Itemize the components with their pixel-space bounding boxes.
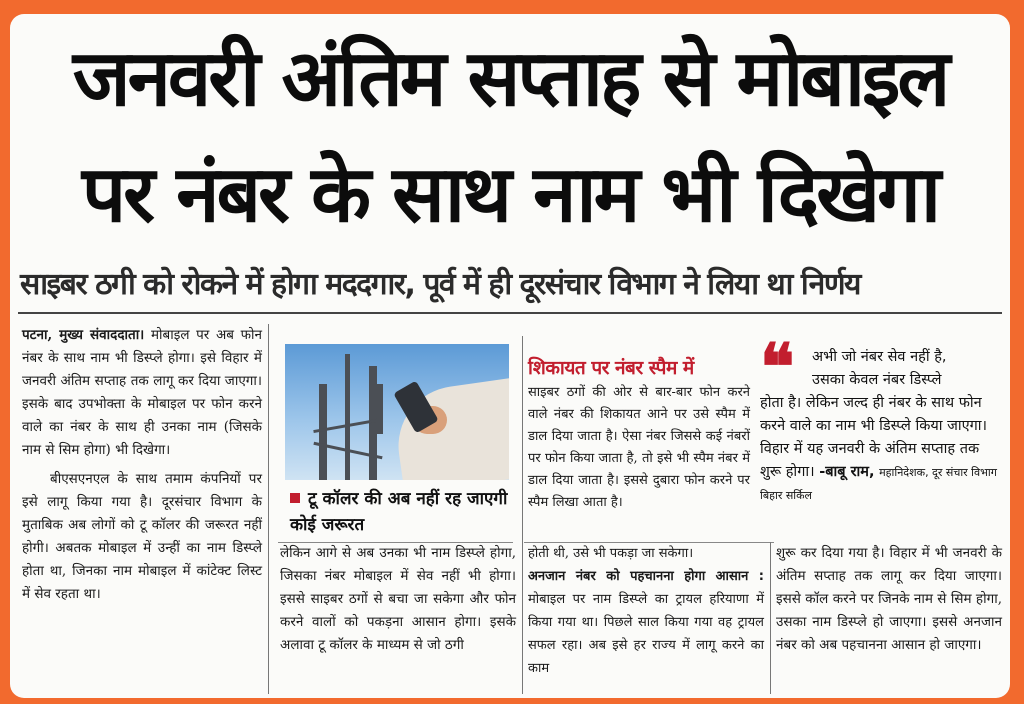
- mobile-tower-photo: [285, 344, 509, 480]
- column-divider: [268, 324, 269, 694]
- photo-caption: टू कॉलर की अब नहीं रह जाएगी कोई जरूरत: [290, 489, 508, 535]
- paragraph-4: होती थी, उसे भी पकड़ा जा सकेगा।: [528, 546, 694, 561]
- newspaper-clipping: [10, 14, 1010, 698]
- subheadline: साइबर ठगी को रोकने में होगा मददगार, पूर्व में ही दूरसंचार विभाग ने लिया था निर्णय: [20, 267, 860, 302]
- paragraph-6: शुरू कर दिया गया है। विहार में भी जनवरी के अंतिम सप्ताह तक लागू कर दिया जाएगा। इससे कॉल करने पर जिनके नाम से सिम होगा, उसका नाम डिस्प्ले हो जाएगा। इससे अनजान नंबर को अब पहचानना आसान हो जाएगा।: [776, 545, 1002, 653]
- paragraph-2: बीएसएनएल के साथ तमाम कंपनियों पर इसे लागू किया गया है। दूरसंचार विभाग के मुताबिक अब लोगों को टू कॉलर की जरूरत नहीं होगी। अबतक मोबाइल में उन्हीं का नाम डिस्प्ले होता था, जिनका नाम मोबाइल में कांटेक्ट लिस्ट में सेव रहता था।: [22, 471, 262, 602]
- article-column-1: [22, 324, 262, 606]
- headline-line-2: पर नंबर के साथ नाम भी दिखेगा: [81, 150, 939, 240]
- headline-line-1: जनवरी अंतिम सप्ताह से मोबाइल: [72, 34, 948, 124]
- quote-mark-icon: ❝: [760, 330, 795, 405]
- paragraph-1: मोबाइल पर अब फोन नंबर के साथ नाम भी डिस्प्ले होगा। इसे विहार में जनवरी अंतिम सप्ताह तक लागू कर दिया जाएगा। इसके बाद उपभोक्ता के मोबाइल पर फोन करने वाले का नंबर के साथ ही उनका नाम (जिसके नाम से सिम होगा) भी दिखेगा।: [22, 327, 263, 458]
- dateline: पटना, मुख्य संवाददाता।: [22, 327, 145, 343]
- subheadline-rule: [18, 312, 1002, 314]
- quote-signature: -बाबू राम,: [819, 464, 875, 480]
- article-column-2: [280, 542, 516, 657]
- article-column-4: [776, 542, 1002, 657]
- red-square-icon: [290, 493, 300, 503]
- paragraph-3: लेकिन आगे से अब उनका भी नाम डिस्प्ले होगा, जिसका नंबर मोबाइल में सेव नहीं भी होगा। इससे साइबर ठगों से बचा जा सकेगा और फोन करने वालों को पकड़ना आसान होगा। इसके अलावा टू कॉलर के माध्यम से जो ठगी: [280, 545, 516, 653]
- section-subheading: अनजान नंबर को पहचानना होगा आसान :: [528, 569, 764, 584]
- box-heading: शिकायत पर नंबर स्पैम में: [528, 357, 694, 379]
- pull-quote: अभी जो नंबर सेव नहीं है, उसका केवल नंबर डिस्प्ले होता है। लेकिन जल्द ही नंबर के साथ फोन करने वाले का नाम भी डिस्प्ले किया जाएगा। विहार में यह जनवरी के अंतिम सप्ताह तक शुरू होगा। -बाबू राम, महानिदेशक, दूर संचार विभाग बिहार सर्किल: [760, 349, 997, 502]
- article-column-3: [528, 542, 764, 680]
- column-divider: [770, 542, 771, 694]
- box-text: साइबर ठगों की ओर से बार-बार फोन करने वाले नंबर की शिकायत आने पर उसे स्पैम में डाल दिया जाता है। ऐसा नंबर जिससे कई नंबरों पर फोन किया जाता है, तो इसे भी स्पैम नंबर में डाल दिया जाता है। इससे दुबारा फोन करने पर स्पैम लिखा आता है।: [528, 385, 750, 510]
- paragraph-5: मोबाइल पर नाम डिस्प्ले का ट्रायल हरियाणा में किया गया था। पिछले साल किया गया वह ट्रायल सफल रहा। अब इसे हर राज्य में लागू करने का काम: [528, 592, 764, 676]
- quote-designation: महानिदेशक, दूर संचार विभाग बिहार सर्किल: [760, 466, 997, 502]
- column-divider: [522, 336, 523, 694]
